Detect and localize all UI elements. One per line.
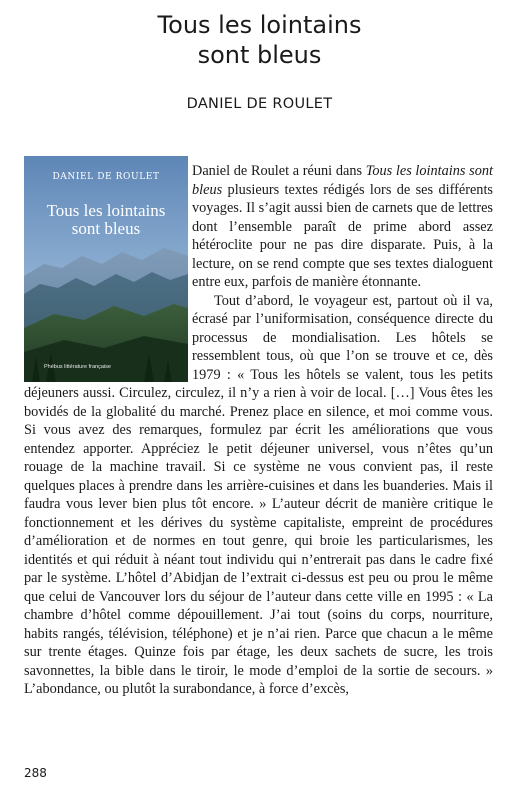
paragraph-1-start: Daniel de Roulet a réuni dans	[192, 163, 366, 179]
paragraph-1-end: plusieurs textes rédigés lors de ses différents voyages. Il s’agit aussi bien de carnets que de lettres dont l’ensemble paraît de prime abord assez hétéroclite pour ne pas dire disparate. Puis, à la lecture, on se rend compte que ses textes dialoguent entre eux, parfois de manière étonnante.	[192, 181, 493, 290]
title-line-1: Tous les lointains	[157, 11, 362, 39]
cover-title-line-1: Tous les lointains	[46, 201, 166, 220]
article-body	[24, 162, 493, 699]
cover-float-spacer	[24, 156, 192, 380]
page-number: 288	[24, 766, 47, 780]
cover-author: DANIEL DE ROULET	[52, 172, 160, 182]
cover-title-line-2: sont bleus	[71, 219, 141, 238]
article-author: DANIEL DE ROULET	[186, 96, 333, 112]
article-title	[0, 10, 519, 70]
cover-publisher: Phébus littérature française	[44, 364, 111, 370]
paragraph-2: Tout d’abord, le voyageur est, partout où il va, écrasé par l’uniformisation, conséquence directe du processus de mondialisation. Les hôtels se ressemblent tous, où que l’on se trouve et ce, dès 1979 : « Tous les hôtels se valent, tous les petits déjeuners aussi. Circulez, circulez, il n’y a rien à voir de local. […] Vous êtes les bovidés de la globalité du marché. Prenez place en silence, et moi comme vous. Si vous avez des remarques, formulez par écrit les améliorations que vous entendez apporter. Appréciez le petit déjeuner universel, vous n’êtes qu’un rouage de la machine travail. Si ce système ne vous convient pas, il reste quelques places à prendre dans les arrière-cuisines et dans les buanderies. Mais il faudra vous lever bien plus tôt encore. » L’auteur décrit de manière critique le fonctionnement et les dérives du système capitaliste, empreint de procédures d’amélioration et de normes en tout genre, qui broie les particularismes, les identités et qui réduit à néant tout individu qui n’entrerait pas dans le cadre fixé par le système. L’hôtel d’Abidjan de l’extrait ci-dessus est peu ou prou le même que celui de Vancouver lors du séjour de l’auteur dans cette ville en 1995 : « La chambre d’hôtel comme dépouillement. J’ai tout (soins du corps, nourriture, habits rangés, télévision, téléphone) et je n’ai rien. Parce que chacun a le même sur trente étages. Quinze fois par étage, les deux sachets de sucre, les trois savonnettes, la bible dans le tiroir, le mode d’emploi de la sortie de secours. » L’abondance, ou plutôt la surabondance, à force d’excès,	[24, 292, 493, 697]
book-title-italic: Tous les lointains sont bleus	[192, 163, 493, 198]
title-line-2: sont bleus	[197, 41, 322, 69]
